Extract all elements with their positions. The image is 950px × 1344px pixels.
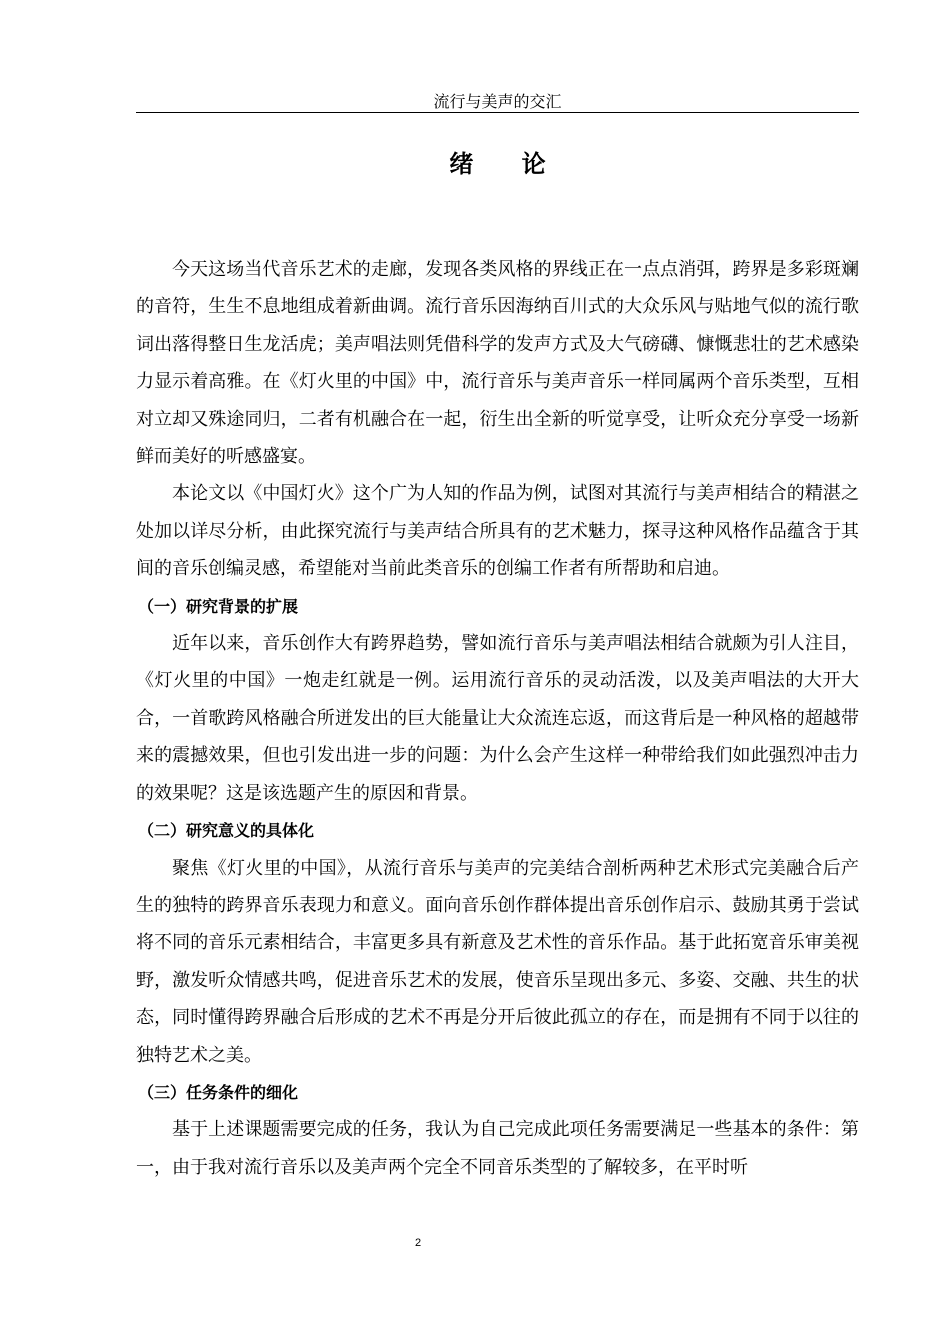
section-heading-background: （一）研究背景的扩展 [138, 596, 299, 616]
page-number-text: 2 [414, 1237, 422, 1249]
header-rule [136, 112, 859, 113]
section-paragraph-conditions: 基于上述课题需要完成的任务，我认为自己完成此项任务需要满足一些基本的条件：第一，由于我对流行音乐以及美声两个完全不同音乐类型的了解较多，在平时听 [136, 1119, 859, 1178]
section-heading-significance: （二）研究意义的具体化 [138, 821, 315, 841]
page-number [0, 1236, 950, 1250]
intro-paragraph-1: 今天这场当代音乐艺术的走廊，发现各类风格的界线正在一点点消弭，跨界是多彩斑斓的音符，生生不息地组成着新曲调。流行音乐因海纳百川式的大众乐风与贴地气似的流行歌词出落得整日生龙活虎；美声唱法则凭借科学的发声方式及大气磅礴、慷慨悲壮的艺术感染力显示着高雅。在《灯火里的中国》中，流行音乐与美声音乐一样同属两个音乐类型，互相对立却又殊途同归，二者有机融合在一起，衍生出全新的听觉享受，让听众充分享受一场新鲜而美好的听感盛宴。 [136, 259, 859, 468]
section-paragraph-background: 近年以来，音乐创作大有跨界趋势，譬如流行音乐与美声唱法相结合就颇为引人注目，《灯火里的中国》一炮走红就是一例。运用流行音乐的灵动活泼，以及美声唱法的大开大合，一首歌跨风格融合所迸发出的巨大能量让大众流连忘返，而这背后是一种风格的超越带来的震撼效果，但也引发出进一步的问题：为什么会产生这样一种带给我们如此强烈冲击力的效果呢？这是该选题产生的原因和背景。 [136, 633, 859, 804]
running-header: 流行与美声的交汇 [433, 92, 562, 111]
chapter-title: 绪 论 [449, 150, 566, 178]
intro-paragraph-2: 本论文以《中国灯火》这个广为人知的作品为例，试图对其流行与美声相结合的精湛之处加以详尽分析，由此探究流行与美声结合所具有的艺术魅力，探寻这种风格作品蕴含于其间的音乐创编灵感，希望能对当前此类音乐的创编工作者有所帮助和启迪。 [136, 483, 859, 580]
section-heading-conditions: （三）任务条件的细化 [138, 1082, 299, 1102]
document-body [136, 251, 859, 1186]
section-paragraph-significance: 聚焦《灯火里的中国》，从流行音乐与美声的完美结合剖析两种艺术形式完美融合后产生的独特的跨界音乐表现力和意义。面向音乐创作群体提出音乐创作启示、鼓励其勇于尝试将不同的音乐元素相结合，丰富更多具有新意及艺术性的音乐作品。基于此拓宽音乐审美视野，激发听众情感共鸣，促进音乐艺术的发展，使音乐呈现出多元、多姿、交融、共生的状态，同时懂得跨界融合后形成的艺术不再是分开后彼此孤立的存在，而是拥有不同于以往的独特艺术之美。 [136, 857, 859, 1066]
